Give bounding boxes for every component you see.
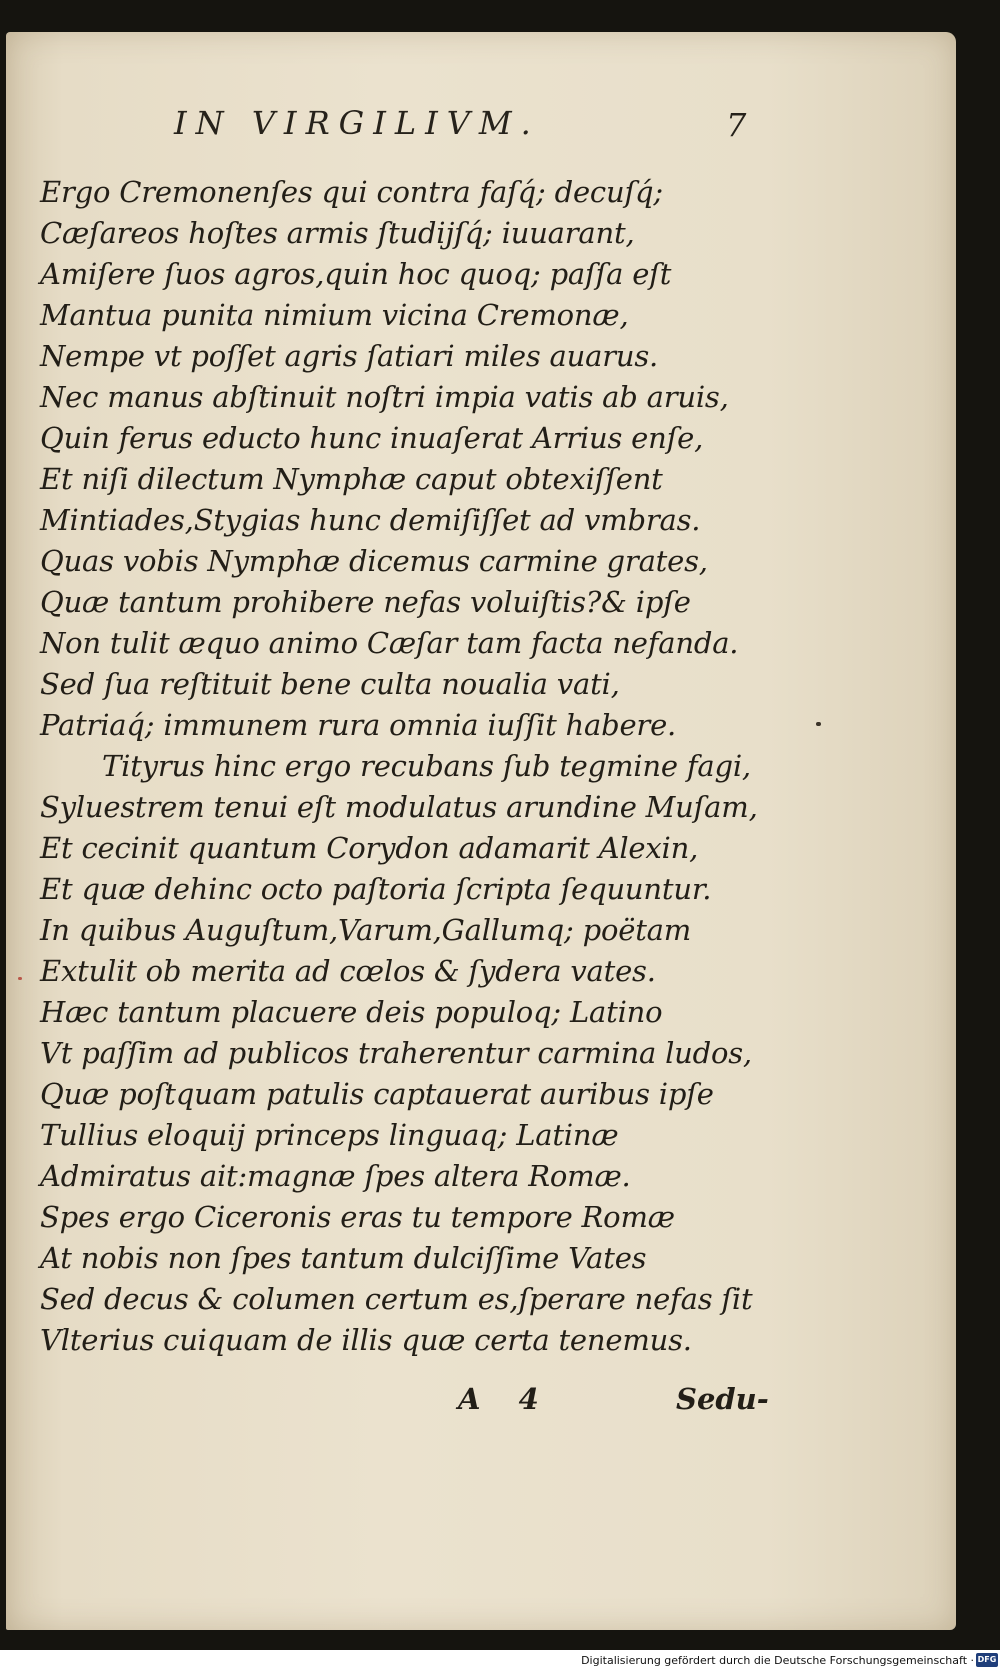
verse-line: Et cecinit quantum Corydon adamarit Alexin, [40,831,699,865]
verse-line: At nobis non ſpes tantum dulciſſime Vates [40,1241,647,1275]
ink-speck [816,722,821,726]
verse-line: Vlterius cuiquam de illis quæ certa tenemus. [40,1323,692,1357]
signature-mark: A 4 [458,1382,553,1416]
verse-line: Quin ferus educto hunc inuaſerat Arrius enſe, [40,421,704,455]
verse-line: Vt paſſim ad publicos traherentur carmina ludos, [40,1036,752,1070]
catchword: Sedu- [676,1382,769,1416]
verse-line: Et quæ dehinc octo paſtoria ſcripta ſequuntur. [40,872,712,906]
verse-line: Quæ tantum prohibere nefas voluiſtis?& ipſe [40,585,691,619]
verse-line: Syluestrem tenui eſt modulatus arundine Muſam, [40,790,758,824]
verse-line: Mintiades,Stygias hunc demiſiſſet ad vmbras. [40,503,701,537]
dfg-logo-icon: DFG [976,1653,998,1667]
verse-line: Ergo Cremonenſes qui contra faſq́; decuſq́; [40,175,663,209]
verse-line: Mantua punita nimium vicina Cremonæ, [40,298,629,332]
verse-line: Sed decus & columen certum es,ſperare nefas ſit [40,1282,753,1316]
verse-line: Admiratus ait:magnæ ſpes altera Romæ. [40,1159,631,1193]
verse-line: Cæſareos hoſtes armis ſtudijſq́; iuuarant, [40,216,635,250]
verse-line: Non tulit æquo animo Cæſar tam facta nefanda. [40,626,739,660]
verse-line: Tullius eloquij princeps linguaq; Latinæ [40,1118,619,1152]
ink-speck [18,977,22,980]
verse-line: Quas vobis Nymphæ dicemus carmine grates, [40,544,708,578]
verse-line: Extulit ob merita ad cœlos & ſydera vates. [40,954,656,988]
digitization-footer [0,1650,1000,1673]
verse-line: Spes ergo Ciceronis eras tu tempore Romæ [40,1200,675,1234]
verse-line: Quæ poſtquam patulis captauerat auribus ipſe [40,1077,714,1111]
verse-line: Sed ſua reſtituit bene culta noualia vati, [40,667,620,701]
verse-line: Tityrus hinc ergo recubans ſub tegmine fagi, [102,749,751,783]
verse-line: Amiſere ſuos agros,quin hoc quoq; paſſa eſt [40,257,672,291]
verse-line: Nempe vt poſſet agris ſatiari miles auarus. [40,339,659,373]
book-page [6,32,956,1630]
verse-line: Nec manus abſtinuit noſtri impia vatis ab aruis, [40,380,729,414]
funding-credit: Digitalisierung gefördert durch die Deutsche Forschungsgemeinschaft · [581,1654,974,1667]
verse-line: In quibus Auguſtum,Varum,Gallumq; poëtam [40,913,692,947]
verse-line: Hæc tantum placuere deis populoq; Latino [40,995,663,1029]
verse-line: Et niſi dilectum Nymphæ caput obtexiſſent [40,462,663,496]
verse-line: Patriaq́; immunem rura omnia iuſſit habere. [40,708,677,742]
page-number: 7 [726,106,747,144]
running-head: IN VIRGILIVM. [174,104,540,142]
